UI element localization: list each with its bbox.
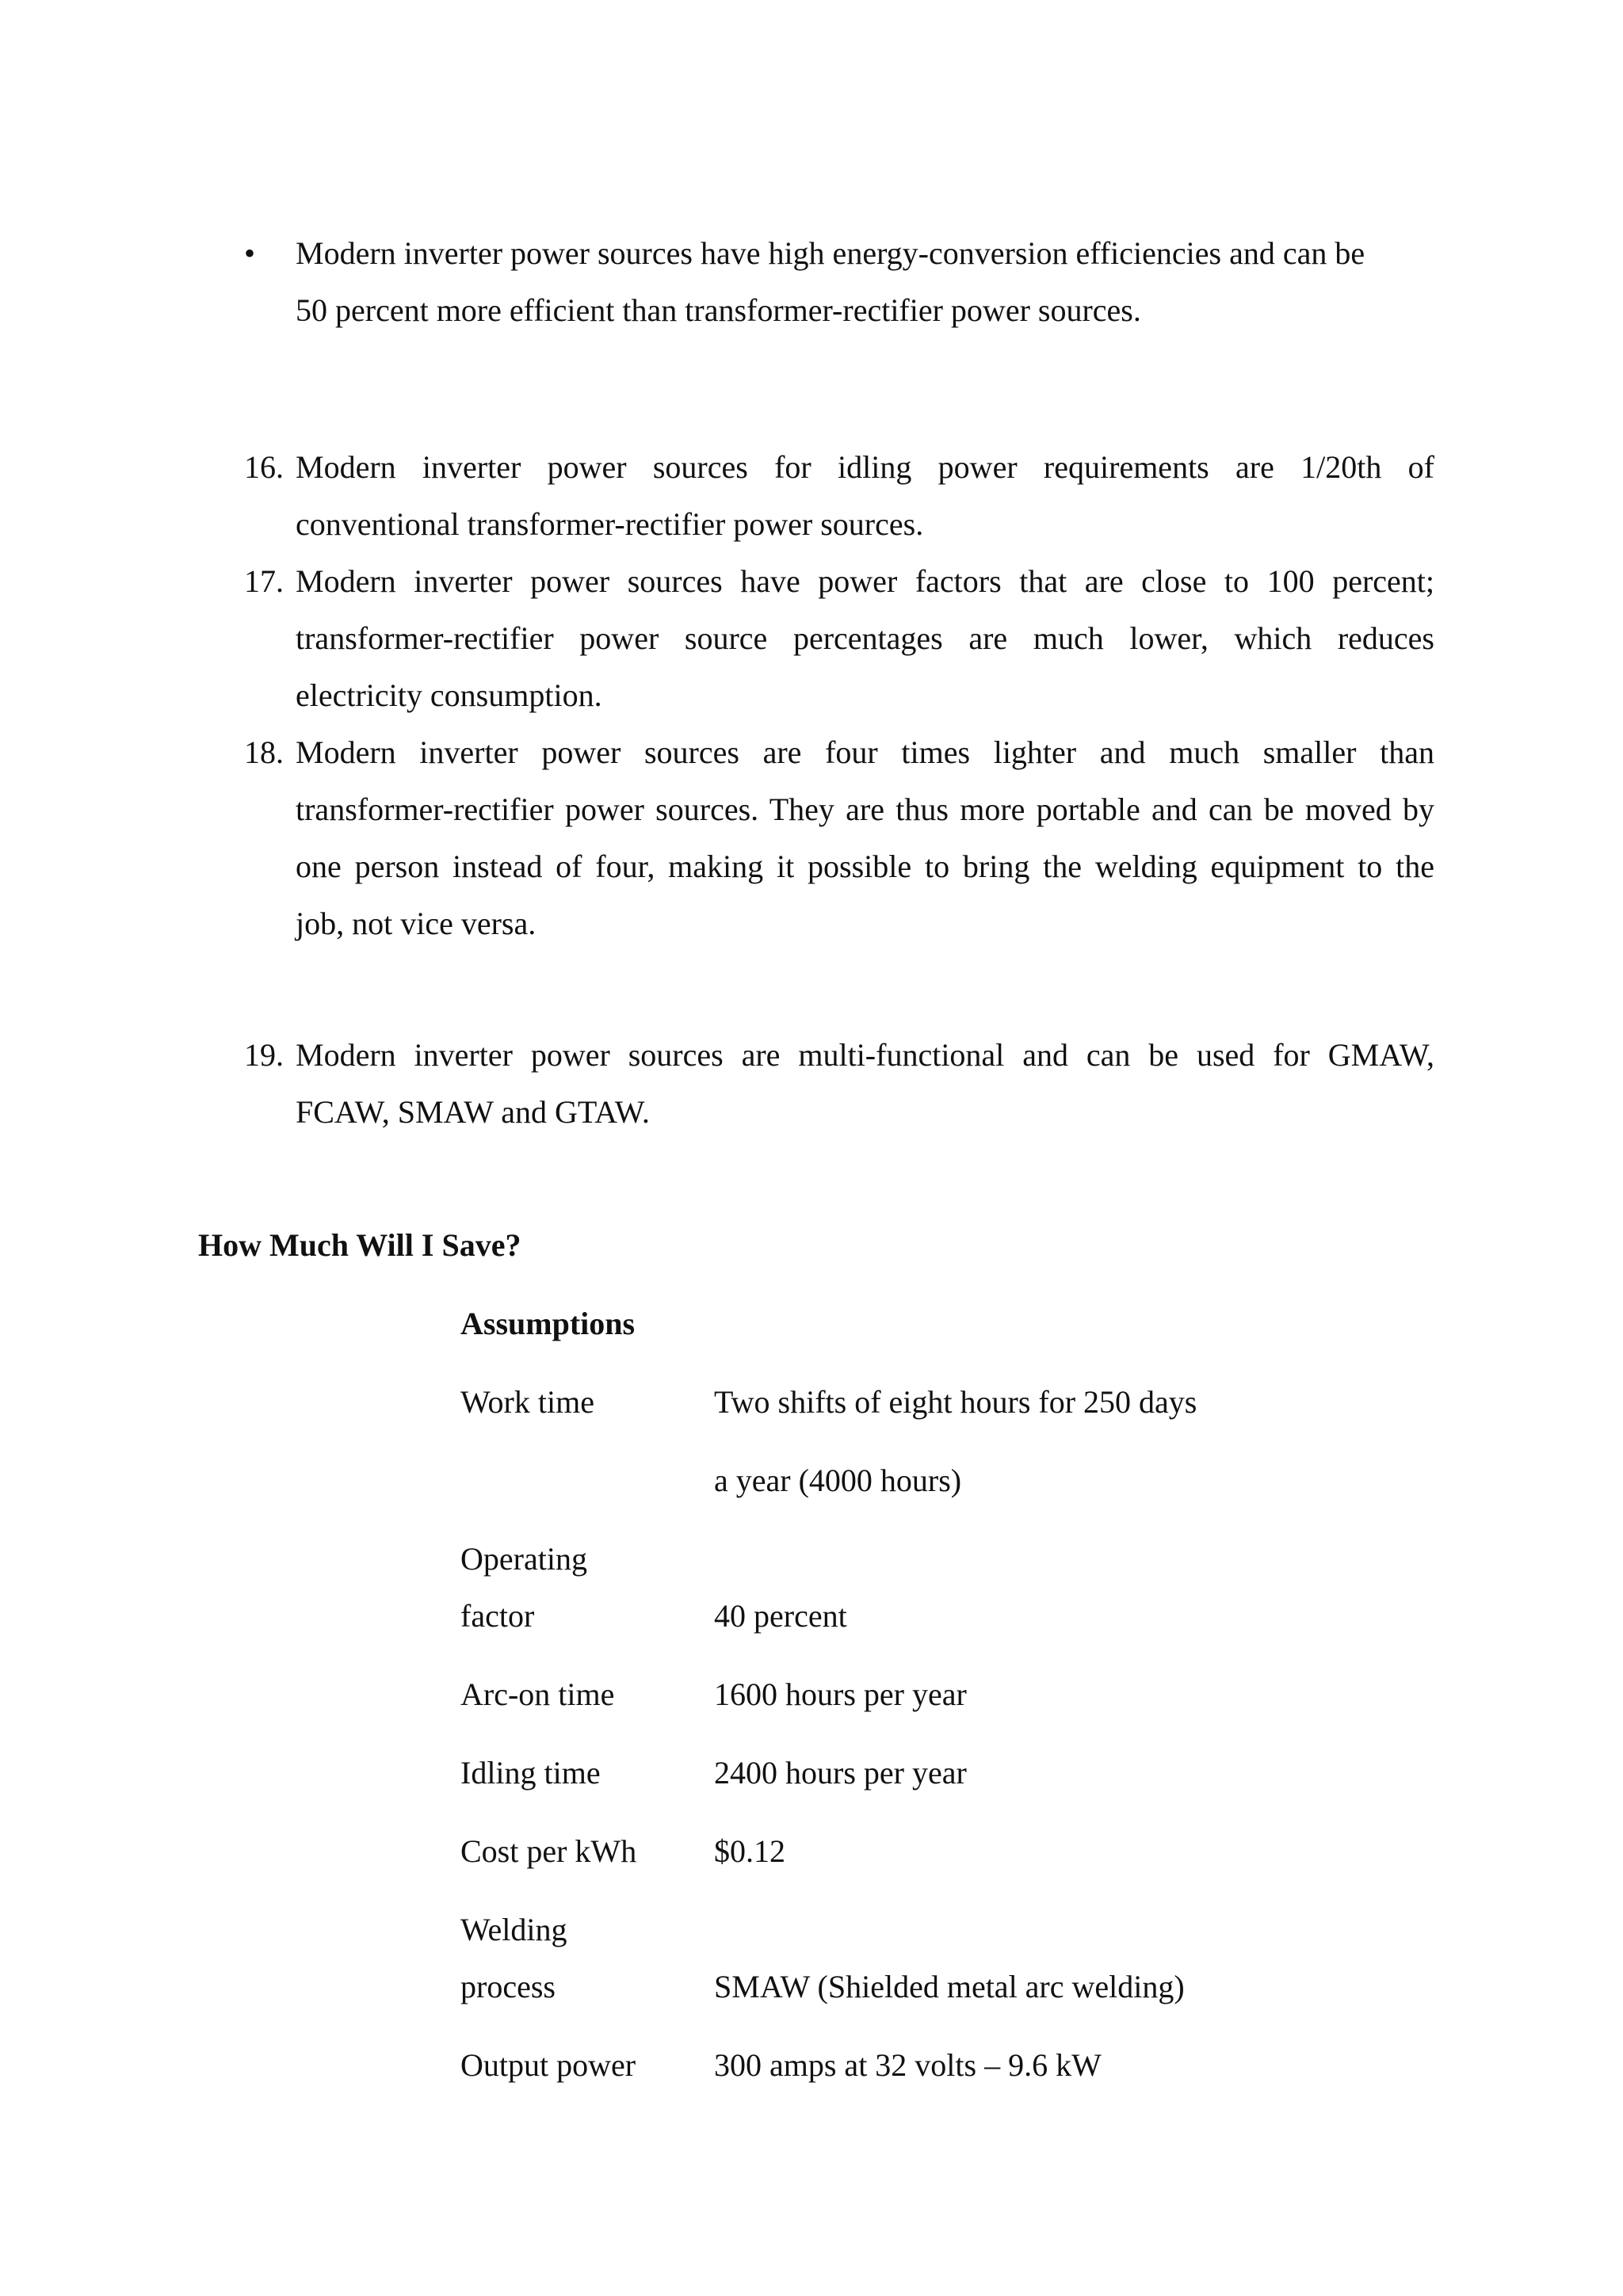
assumption-value: 300 amps at 32 volts – 9.6 kW: [714, 2047, 1102, 2083]
assumption-label: Idling time: [460, 1755, 601, 1791]
assumption-label: Work time: [460, 1384, 594, 1420]
assumption-label: Output power: [460, 2047, 636, 2083]
assumptions-heading: Assumptions: [460, 1306, 636, 1341]
list-item-line: electricity consumption.: [296, 677, 602, 713]
assumption-label: factor: [460, 1598, 535, 1634]
section-heading: How Much Will I Save?: [198, 1227, 521, 1263]
list-item-number: 16.: [244, 449, 284, 485]
list-item-line: conventional transformer-rectifier power sources.: [296, 506, 924, 542]
assumption-label: Arc-on time: [460, 1676, 615, 1712]
assumption-value: 2400 hours per year: [714, 1755, 967, 1791]
bullet-line: Modern inverter power sources have high energy-conversion efficiencies and can be: [296, 235, 1365, 271]
assumption-label: Operating: [460, 1541, 587, 1577]
list-item-number: 19.: [244, 1037, 284, 1073]
bullet-line: 50 percent more efficient than transformer-rectifier power sources.: [296, 292, 1141, 328]
list-item-number: 17.: [244, 563, 284, 599]
bullet-marker: •: [244, 235, 256, 271]
list-item-number: 18.: [244, 734, 284, 770]
list-item-line: Modern inverter power sources are multi-functional and can be used for GMAW,: [296, 1037, 1434, 1073]
assumption-value: 40 percent: [714, 1598, 847, 1634]
list-item-line: transformer-rectifier power sources. They are thus more portable and can be moved by: [296, 791, 1434, 827]
list-item-line: one person instead of four, making it possible to bring the welding equipment to the: [296, 849, 1434, 884]
assumption-label: Cost per kWh: [460, 1833, 637, 1869]
assumption-label: Welding: [460, 1912, 567, 1947]
assumption-value: Two shifts of eight hours for 250 days: [714, 1384, 1197, 1420]
assumption-value: a year (4000 hours): [714, 1463, 962, 1498]
list-item-line: Modern inverter power sources are four times lighter and much smaller than: [296, 734, 1434, 770]
assumption-value: $0.12: [714, 1833, 785, 1869]
assumption-value: 1600 hours per year: [714, 1676, 967, 1712]
list-item-line: FCAW, SMAW and GTAW.: [296, 1094, 650, 1130]
list-item-line: Modern inverter power sources have power factors that are close to 100 percent;: [296, 563, 1434, 599]
assumption-label: process: [460, 1969, 556, 2004]
list-item-line: transformer-rectifier power source percentages are much lower, which reduces: [296, 620, 1434, 656]
list-item-line: Modern inverter power sources for idling power requirements are 1/20th of: [296, 449, 1434, 485]
assumption-value: SMAW (Shielded metal arc welding): [714, 1969, 1185, 2004]
list-item-line: job, not vice versa.: [296, 906, 537, 941]
